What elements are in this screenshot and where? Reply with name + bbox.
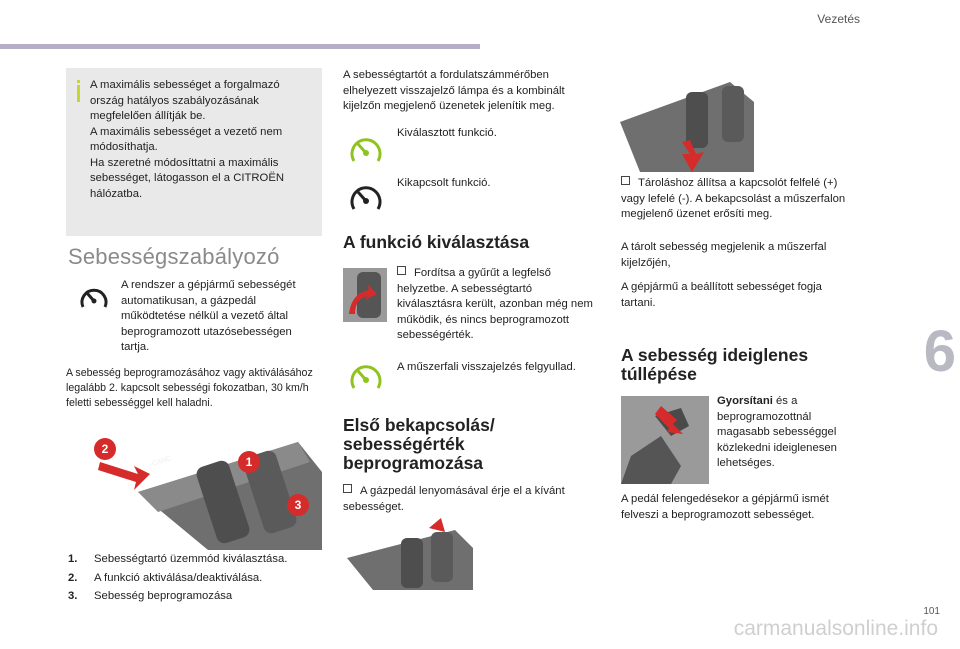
watermark: carmanualsonline.info — [733, 617, 938, 640]
lamp-on: A műszerfali visszajelzés felgyullad. — [397, 361, 576, 373]
accelerate-text: Gyorsítani és a beprogramozottnál magasabb sebességgel közlekedni ideiglenesen lehetséges. — [717, 395, 837, 469]
page-number: 101 — [923, 606, 940, 617]
release-text: A pedál felengedésekor a gépjármű ismét felveszi a beprogramozott sebességet. — [621, 493, 829, 521]
list-item: 1. Sebességtartó üzemmód kiválasztása. — [68, 553, 288, 565]
lamp-on-icon — [346, 362, 386, 394]
cruise-intro: A rendszer a gépjármű sebességét automatikusan, a gázpedál működtetése nélkül a vezető által beprogramozott utazósebességen tartja. — [121, 279, 296, 353]
stalk-photo-3 — [620, 82, 754, 172]
info-icon — [75, 80, 83, 102]
canc-label: CANC — [151, 455, 173, 468]
off-function: Kikapcsolt funkció. — [397, 177, 491, 189]
bullet-icon — [397, 266, 406, 275]
keeps-text: A gépjármű a beállított sebességet fogja tartani. — [621, 281, 822, 309]
cruise-note: A sebesség beprogramozásához vagy aktiválásához legalább 2. kapcsolt sebességi fokozatban, 30 km/h feletti sebességgel kell haladni. — [66, 367, 313, 409]
header-bar — [0, 44, 480, 49]
select-title: A funkció kiválasztása — [343, 232, 530, 252]
bullet-icon — [621, 176, 630, 185]
pedal-photo — [621, 396, 709, 484]
first-step: A gázpedál lenyomásával érje el a kívánt sebességet. — [343, 485, 565, 513]
stalk-photo-2 — [343, 518, 473, 590]
info-box-text: A maximális sebességet a forgalmazó ország hatályos szabályozásának megfelelően állítják be. A maximális sebességet a vezető nem módosíthatja. Ha szeretné módosíttatni a maximális sebességet, látogasson el a CITROËN hálózatba. — [90, 79, 285, 200]
lamp-intro: A sebességtartót a fordulatszámmérőben elhelyezett visszajelző lámpa és a kombinált kijelzőn megjelenő üzenetek jelenítik meg. — [343, 69, 565, 112]
list-item: 2. A funkció aktiválása/deaktiválása. — [68, 571, 263, 584]
exceed-title: A sebesség ideiglenes túllépése — [621, 345, 809, 384]
section-title: Sebességszabályozó — [68, 244, 280, 269]
chapter-tab-number: 6 — [923, 319, 956, 384]
chapter-title: Vezetés — [817, 12, 860, 26]
callout-2: 2 — [94, 438, 116, 460]
list-item: 3. Sebesség beprogramozása — [68, 590, 233, 602]
store-step: Tároláshoz állítsa a kapcsolót felfelé (+) vagy lefelé (-). A bekapcsolást a műszerfalon megjelenő üzenet erősíti meg. — [621, 177, 846, 220]
callout-1: 1 — [238, 451, 260, 473]
cruise-gauge-icon — [78, 285, 110, 317]
bullet-icon — [343, 484, 352, 493]
ring-photo — [343, 268, 387, 322]
stored-text: A tárolt sebesség megjelenik a műszerfal kijelzőjén, — [621, 241, 827, 269]
select-step: Fordítsa a gyűrűt a legfelső helyzetbe. A sebességtartó kiválasztásra került, azonban még nem működik, és nincs beprogramozott sebességérték. — [397, 267, 593, 341]
cruise-selected-icon — [346, 135, 386, 167]
cruise-off-icon — [346, 183, 386, 215]
cruise-list — [68, 552, 318, 605]
stalk-photo — [88, 432, 322, 550]
first-title: Első bekapcsolás/ sebességérték beprogramozása — [343, 415, 495, 473]
selected-function: Kiválasztott funkció. — [397, 127, 497, 139]
callout-3: 3 — [287, 494, 309, 516]
